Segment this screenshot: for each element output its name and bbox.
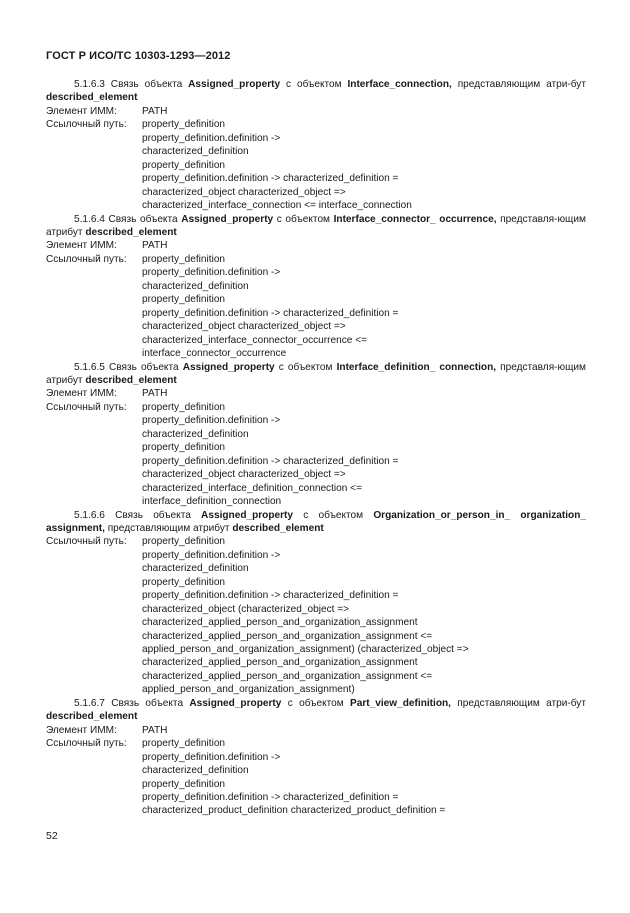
path-line: property_definition: [142, 442, 226, 454]
path-row: Ссылочный путь: property_definition: [46, 119, 226, 131]
path-row: Ссылочный путь: property_definition: [46, 401, 226, 413]
section-heading: 5.1.6.3 Связь объекта Assigned_property с объектом Interface_connection, представляющим атри-бут described_element: [46, 79, 586, 104]
element-row: Элемент ИММ: PATH: [46, 105, 168, 117]
path-line: property_definition: [142, 576, 226, 588]
document-body: [46, 78, 586, 818]
path-line: characterized_object characterized_object =>: [142, 186, 346, 198]
path-line: characterized_interface_definition_connection <=: [142, 482, 362, 494]
path-line: characterized_definition: [142, 563, 249, 575]
path-line: property_definition.definition ->: [142, 549, 281, 561]
section-heading: 5.1.6.4 Связь объекта Assigned_property с объектом Interface_connector_ occurrence, представля-ющим атрибут described_element: [46, 213, 586, 238]
path-line: characterized_object characterized_object =>: [142, 321, 346, 333]
section-heading: 5.1.6.7 Связь объекта Assigned_property с объектом Part_view_definition, представляющим атри-бут described_element: [46, 697, 586, 723]
path-line: characterized_product_definition characterized_product_definition =: [142, 805, 446, 817]
path-line: characterized_object characterized_object =>: [142, 469, 346, 481]
section-heading: 5.1.6.5 Связь объекта Assigned_property с объектом Interface_definition_ connection, представля-ющим атрибут described_element: [46, 361, 586, 386]
path-line: property_definition.definition ->: [142, 132, 281, 144]
section-heading: 5.1.6.6 Связь объекта Assigned_property с объектом Organization_or_person_in_ organization_ assignment, представляющим атрибут described_element: [46, 509, 586, 534]
path-line: characterized_interface_connection <= interface_connection: [142, 200, 412, 212]
path-row: Ссылочный путь: property_definition: [46, 536, 226, 548]
path-line: property_definition.definition -> characterized_definition =: [142, 455, 399, 467]
path-line: property_definition.definition -> characterized_definition =: [142, 792, 399, 804]
path-line: property_definition.definition -> characterized_definition =: [142, 307, 399, 319]
path-line: property_definition: [142, 294, 226, 306]
path-line: interface_connector_occurrence: [142, 348, 287, 360]
path-line: applied_person_and_organization_assignment): [142, 684, 355, 696]
path-line: property_definition.definition -> characterized_definition =: [142, 590, 399, 602]
path-row: Ссылочный путь: property_definition: [46, 738, 226, 750]
document-header: ГОСТ Р ИСО/ТС 10303-1293—2012: [46, 50, 231, 62]
path-line: characterized_definition: [142, 428, 249, 440]
path-line: property_definition: [142, 778, 226, 790]
path-line: applied_person_and_organization_assignment) (characterized_object =>: [142, 644, 469, 656]
element-row: Элемент ИММ: PATH: [46, 240, 168, 252]
element-row: Элемент ИММ: PATH: [46, 388, 168, 400]
path-line: interface_definition_connection: [142, 496, 282, 508]
path-line: property_definition.definition ->: [142, 415, 281, 427]
path-line: property_definition: [142, 159, 226, 171]
path-row: Ссылочный путь: property_definition: [46, 253, 226, 265]
path-line: property_definition.definition ->: [142, 267, 281, 279]
path-line: characterized_applied_person_and_organization_assignment: [142, 657, 418, 669]
page-number: 52: [46, 830, 58, 842]
element-row: Элемент ИММ: PATH: [46, 724, 168, 736]
path-line: characterized_definition: [142, 146, 249, 158]
path-line: characterized_definition: [142, 765, 249, 777]
path-line: characterized_object (characterized_object =>: [142, 603, 350, 615]
path-line: property_definition.definition ->: [142, 751, 281, 763]
path-line: characterized_definition: [142, 280, 249, 292]
path-line: property_definition.definition -> characterized_definition =: [142, 173, 399, 185]
path-line: characterized_interface_connector_occurrence <=: [142, 334, 367, 346]
path-line: characterized_applied_person_and_organization_assignment: [142, 617, 418, 629]
path-line: characterized_applied_person_and_organization_assignment <=: [142, 670, 433, 682]
path-line: characterized_applied_person_and_organization_assignment <=: [142, 630, 433, 642]
